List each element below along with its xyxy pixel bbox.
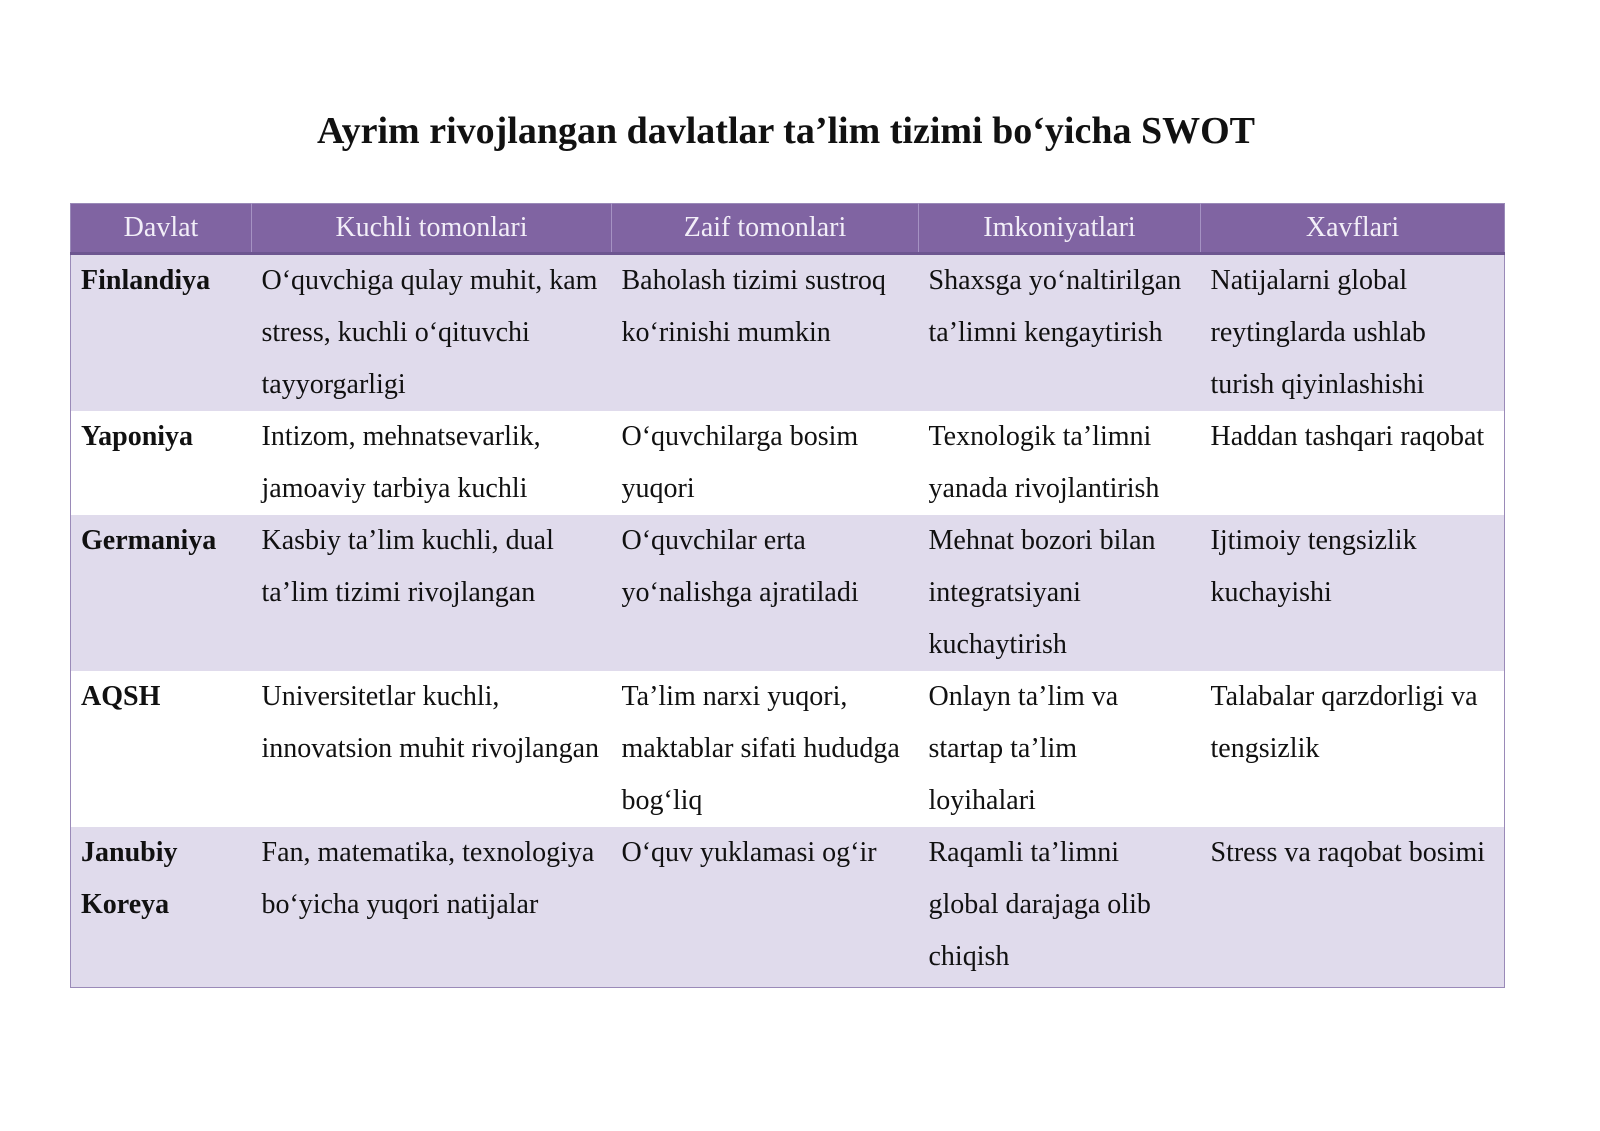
table-header-row [71, 204, 1505, 254]
header-threats: Xavflari [1201, 204, 1505, 254]
threats-cell: Ijtimoiy tengsizlik kuchayishi [1201, 515, 1505, 671]
header-country: Davlat [71, 204, 252, 254]
strengths-cell: Universitetlar kuchli, innovatsion muhit rivojlangan [252, 671, 612, 827]
opportunities-cell: Mehnat bozori bilan integratsiyani kuchaytirish [919, 515, 1201, 671]
strengths-cell: Intizom, mehnatsevarlik, jamoaviy tarbiya kuchli [252, 411, 612, 515]
strengths-cell: Kasbiy ta’lim kuchli, dual ta’lim tizimi rivojlangan [252, 515, 612, 671]
country-cell: Finlandiya [71, 254, 252, 412]
header-opportunities: Imkoniyatlari [919, 204, 1201, 254]
threats-cell: Haddan tashqari raqobat [1201, 411, 1505, 515]
country-cell: Janubiy Koreya [71, 827, 252, 988]
country-cell: Yaponiya [71, 411, 252, 515]
table-row [71, 411, 1505, 515]
country-cell: AQSH [71, 671, 252, 827]
country-cell: Germaniya [71, 515, 252, 671]
strengths-cell: Fan, matematika, texnologiya bo‘yicha yuqori natijalar [252, 827, 612, 988]
threats-cell: Natijalarni global reytinglarda ushlab turish qiyinlashishi [1201, 254, 1505, 412]
weaknesses-cell: O‘quvchilar erta yo‘nalishga ajratiladi [612, 515, 919, 671]
opportunities-cell: Shaxsga yo‘naltirilgan ta’limni kengaytirish [919, 254, 1201, 412]
threats-cell: Talabalar qarzdorligi va tengsizlik [1201, 671, 1505, 827]
weaknesses-cell: O‘quv yuklamasi og‘ir [612, 827, 919, 988]
header-weaknesses: Zaif tomonlari [612, 204, 919, 254]
page-title: Ayrim rivojlangan davlatlar ta’lim tizimi bo‘yicha SWOT [317, 110, 1255, 152]
swot-table [70, 203, 1505, 988]
table-row [71, 671, 1505, 827]
weaknesses-cell: Baholash tizimi sustroq ko‘rinishi mumkin [612, 254, 919, 412]
opportunities-cell: Onlayn ta’lim va startap ta’lim loyihalari [919, 671, 1201, 827]
opportunities-cell: Texnologik ta’limni yanada rivojlantirish [919, 411, 1201, 515]
weaknesses-cell: Ta’lim narxi yuqori, maktablar sifati hududga bog‘liq [612, 671, 919, 827]
weaknesses-cell: O‘quvchilarga bosim yuqori [612, 411, 919, 515]
table-row [71, 515, 1505, 671]
threats-cell: Stress va raqobat bosimi [1201, 827, 1505, 988]
opportunities-cell: Raqamli ta’limni global darajaga olib chiqish [919, 827, 1201, 988]
strengths-cell: O‘quvchiga qulay muhit, kam stress, kuchli o‘qituvchi tayyorgarligi [252, 254, 612, 412]
header-strengths: Kuchli tomonlari [252, 204, 612, 254]
table-row [71, 254, 1505, 412]
table-row [71, 827, 1505, 988]
